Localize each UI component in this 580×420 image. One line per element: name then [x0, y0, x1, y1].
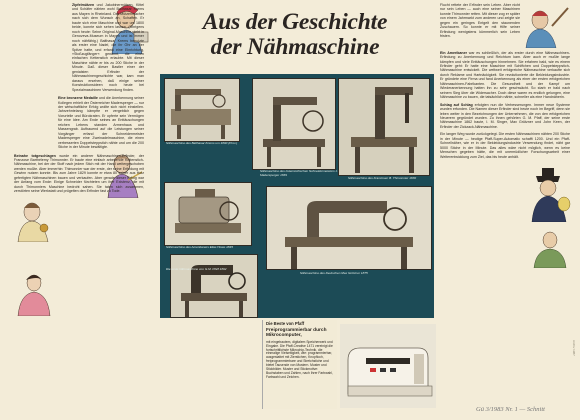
- page-title: [170, 10, 420, 60]
- lady-sewing-illustration: [14, 272, 54, 316]
- right-column: [440, 3, 570, 161]
- photo-madersperger-machine: [252, 78, 336, 170]
- american-illustration: [524, 166, 574, 222]
- side-note: Archiv 1987: [572, 340, 576, 356]
- paragraph-flight: Flucht rettete der Erfinder sein Leben. Aber nicht nur sein Leben — auch eine seiner Maschinen konnte Thimonnier retten. Mit dieser zog er später von einem Jahrmarkt zum anderen und zeigte sie gegen ein geringes Entgelt den staunenden Zuschauern. So konnte er mit Hilfe seiner Erfindung wenigstens kümmerlich sein Leben fristen.: [440, 3, 520, 39]
- photo-howe-machine: [164, 182, 252, 246]
- paragraph-krems: Zipfelmützen und Jakobinermützen, Kittel und Schäfer nähten wohl Balthasar Krems aus Mayen in Rheinland. Der Mützenmacher nach sich dem Wunsch an, Schaffen. Er baute sich eine Maschine und war um 1800 beide, konnte sich sehen lassen. (Übrigens noch heute: Seine Original-Maschine steht in Genovevа-Museum in Mayen und ist immer noch nähfähig.) Balthasar Krems benutzte als erster eine Nadel, die ihr Öhr an der Spitze hatte, und erfand eine Einrichtung, »Stoßzugfänger« genannt, die einen einfachen Kettenstich erlaubte. Mit dieser Maschine nähte er bis zu 200 Stiche in der Minute. Daß dieser Bastler einer der genialsten Erfinder der Nähmaschinengeschichte war, kam man daraus ersehen, daß einige seiner Konstruktionsideen noch heute bei Spezialmaschinen Verwendung finden.: [72, 3, 144, 92]
- caption-thimonnier: Nähmaschine des Franzosen B. Thimonnier 1830: [348, 176, 417, 180]
- caption-pfaff-first: Die erste Nähmaschine von G.M. Pfaff 1862: [166, 267, 227, 271]
- paragraph-improvements: Schlag auf Schlag erfolgten nun die Verbesserungen. Immer neue Systeme wurden erfunden. Die Namen dieser Erfinder sind heute noch im Begriff, denn sie leben weiter in den Bezeichnungen der Unternehmen, die von den erfolgreichen Neuerern gegründet wurden. Zu ihnen gehörten G. M. Pfaff, der seine erste Nähmaschine 1862 baute, I. M. Singer, Max Grützner und John Keen, der Erfinder der Zickzack-Nähmaschine.: [440, 102, 570, 129]
- photo-pfaff-first-machine: [170, 254, 258, 318]
- pfaff-best-box: [262, 320, 337, 409]
- left-column: [14, 3, 144, 196]
- title-line-1: Aus der Geschichte: [202, 9, 388, 35]
- caption-gruetzner: Nähmaschine des Deutschen Max Grützner 1875: [300, 271, 368, 275]
- photo-panel: [160, 74, 434, 318]
- caption-madersperger: Nähmaschine des österreichischen Schneidermeisters J. Madersperger 1839: [260, 169, 338, 177]
- caption-howe: Nähmaschine des Amerikaners Elias Howe 1845: [166, 245, 233, 249]
- photo-gruetzner-machine: [266, 186, 432, 270]
- photo-pfaff-modern-machine: [340, 324, 436, 408]
- photo-krems-machine: [164, 78, 240, 142]
- pfaff-box-subheading: Freiprogrammierbar durch Mikrocomputer,: [266, 327, 327, 339]
- photo-thimonnier-machine: [338, 78, 430, 176]
- title-line-2: der Nähmaschine: [210, 34, 380, 60]
- pfaff-box-text: mit eingebautem, digitalem Speicherwerk und Eingabe. Die Pfaff-Creative 1471 vereinigt die fortschrittlichste Mikrochip-Technik, die einmalige Vielseitigkeit, wie: programmierbar, ausgestattet mit Zierstichen, Knopfloch, freiprogrammierbare und Stretchstiche und bietet Tausende von Mustern. Muster und Stickbilder. Muster und Stickmotive: Buchstaben und Zahlen, nach Ihrer Farbwahl, Farbwahl und Zeichen.: [266, 339, 333, 380]
- pfaff-gruetzner-illustration: [530, 228, 570, 268]
- paragraph-madersperger: Eine bronzene Medaille und die Anerkennung seiner Kollegen erhielt der Österreicher Madersperger — nur der wirtschaftliche Erfolg wollte sich nicht einstellen. Jahrzehntelang kämpfte er vergeblich gegen Vorurteile und Bürokraten. Er opferte sein Vermögen für eine Idee. Am Ende seines an Enttäuschungen reichen Lebens standen Armenhaus und Massengrab. Aufbauend auf die Leistungen seiner Vorgänger erfand der Schneidermeister Madersperger eine Zweinadelmaschine, die einen verbesserten Doppelsteppstich nähte und um die 200 Stiche in der Minute bewältigte.: [58, 96, 144, 150]
- medal-illustration: [14, 200, 54, 242]
- pfaff-box-heading: Die Beste von Pfaff: [266, 321, 305, 326]
- handwritten-note: Gü 3/1983 Nr. 1 — Schnitt: [476, 406, 545, 413]
- paragraph-long-way: Ein langer Weg wurde zurückgelegt. Die ersten Nähmaschinen nähten 200 Stiche in der Minute — heutige Pfaff-Super-Automatic schafft 1200. Und ein Pfaff-Schnellnäher, wie er in der Bekleidungsindustrie Verwendung findet, näht gar 5000 Stiche in der Minute. Das alles wäre nicht möglich, wenn es keine Menschen gegeben hätte, die mit unermüdlicher Forschungsarbeit einer Weiterentwicklung zum Ziel, das bis heute anhält.: [440, 132, 570, 159]
- paragraph-american: Ein Amerikaner war es schließlich, der als erster durch eine Nähmaschinen-Erfindung zu Anerkennung und Reichtum kam. Aber auch er mußte lange kämpfen und viele Enttäuschungen hinnehmen. Sie erfahren bald, wie es einem Erfinder geht: Er hatte eine Maschine mit Schiffchen und Doppelsteppstich-Nähmaschine entwickelt. Die weltweit erfolgreiche Nähmaschine verkaufte sich durch Reklame und Hartnäckigkeit. Sie revolutionierte die Bekleidungsindustrie. Er gründete eine Firma und fand Anerkennung als einer der ersten erfolgreichen Nähmaschinen-Fabrikanten. Die Gesundheit und der Kampf um Wiederanerkennung hatten ihn zu sehr geschwächt. So starb er bald nach seinem Sieg über die Widersacher. Doch diese waren es endlich gelungen, eine Nähmaschine zu bauen, die tatsächlich nähte, schneller als eine Handnäherin.: [440, 50, 570, 100]
- caption-krems: Nähmaschine des Balthasar Krems um 1800 (Prov.): [166, 141, 238, 145]
- paragraph-thimonnier: Beinahe totgeschlagen wurde ein anderer Nähmaschinen-Erfinder, der Franzose Barthélemy Thimonnier. Er baute eine einfach arbeitende Kettenstich-Nähmaschine, bei der der Stoff nach jedem Stich mit der Hand weitergeschoben werden mußte. Aber immerhin: Thimonnier war der erste, der seine Erfindung mit Gewinn nutzen konnte. Bis zum Jahre 1829 konnte er etwa 80 seiner aus Holz gefertigten Nähmaschinen bauen und verkaufen. Aber gerade dieser Erfolg war der Anfang vom Ende: Einige Schneider fürchteten um ihre Existenz, die mit durch Thimonniers Maschine bedroht sahen. Sie taten sich zusammen, zerstörten seine Werkstatt und prügelten den Erfinder fast zu Tode.: [14, 153, 145, 194]
